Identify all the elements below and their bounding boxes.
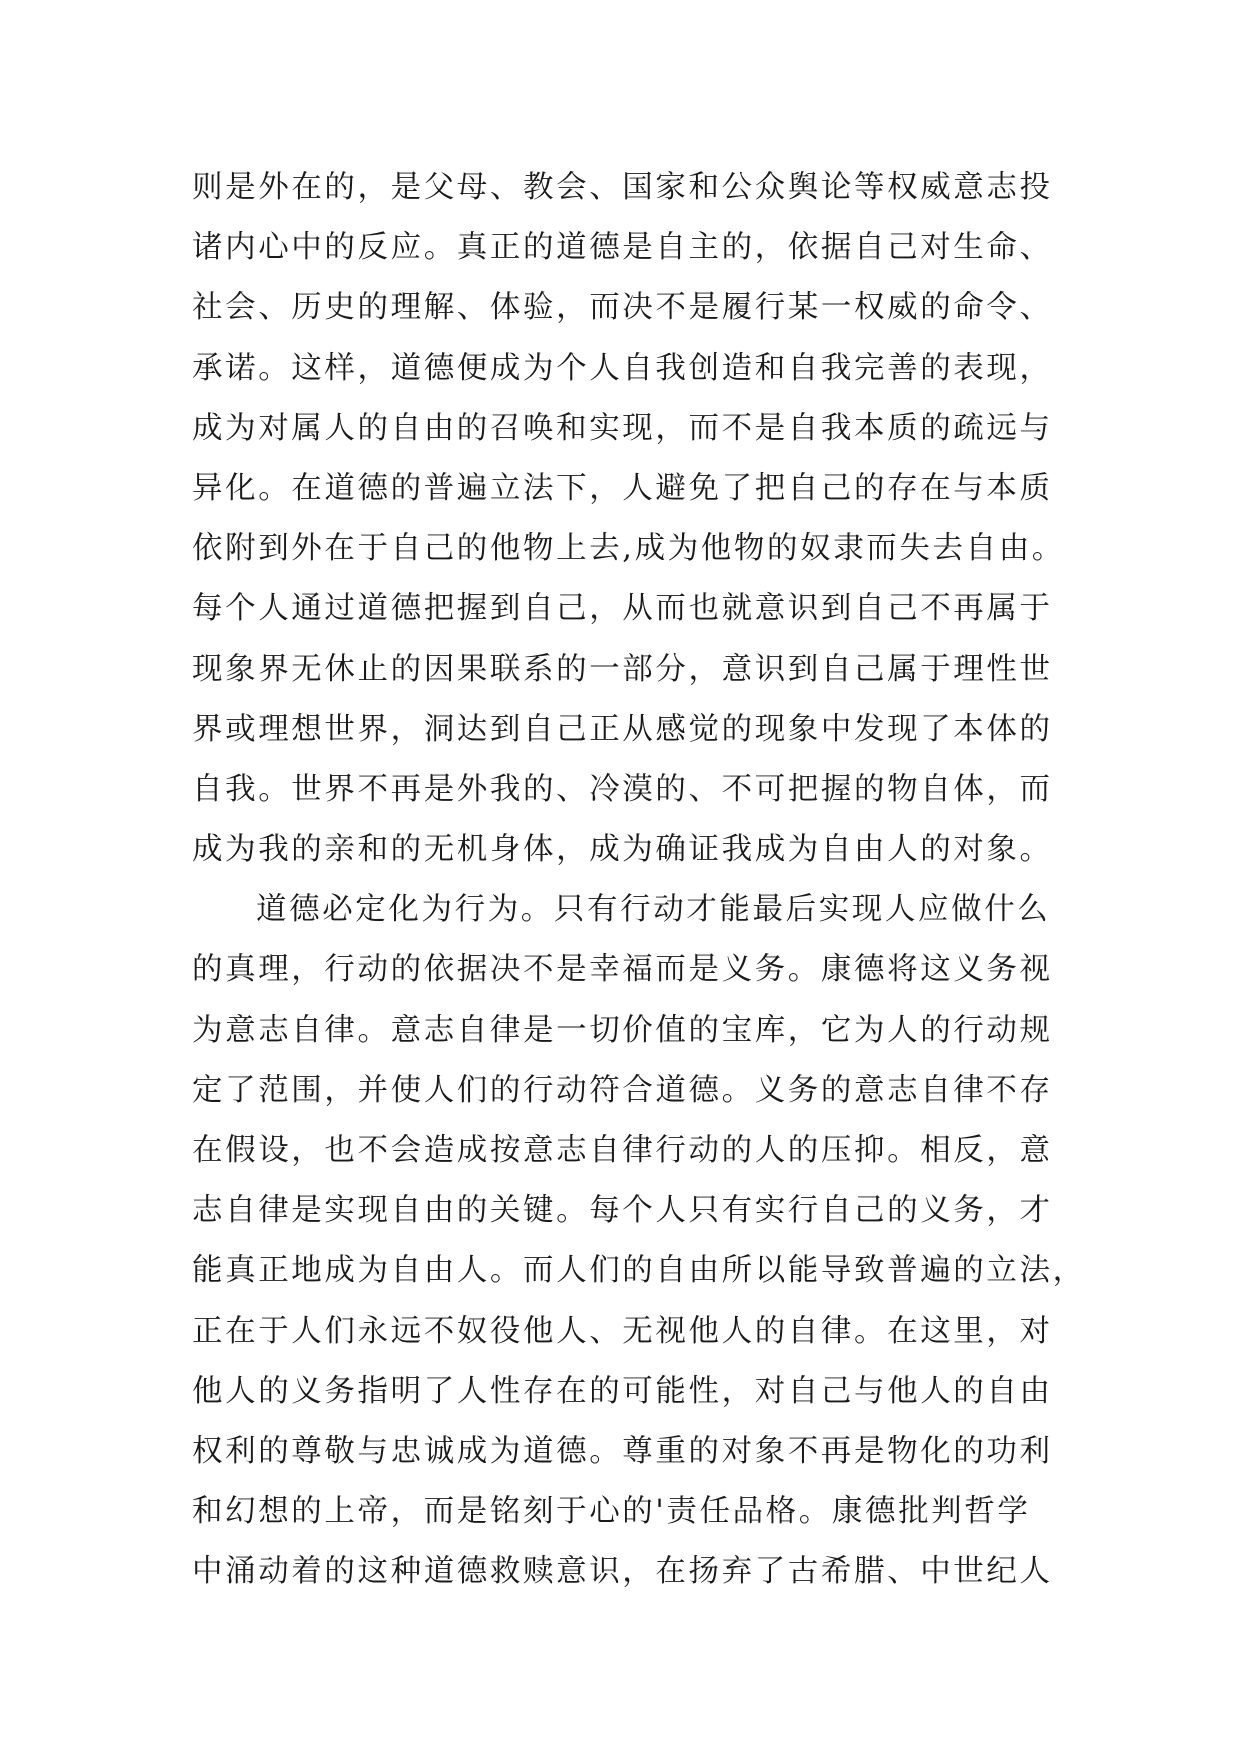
paragraph-start-line: 道德必定化为行为。只有行动才能最后实现人应做什么 — [256, 892, 1051, 928]
text-line: 的真理，行动的依据决不是幸福而是义务。康德将这义务视 — [192, 952, 1053, 988]
text-line: 定了范围，并使人们的行动符合道德。义务的意志自律不存 — [192, 1072, 1053, 1108]
text-line: 他人的义务指明了人性存在的可能性，对自己与他人的自由 — [192, 1373, 1053, 1409]
text-line: 在假设，也不会造成按意志自律行动的人的压抑。相反，意 — [192, 1133, 1053, 1168]
text-line: 和幻想的上帝，而是铭刻于心的'责任品格。康德批判哲学 — [192, 1494, 1031, 1530]
text-line: 社会、历史的理解、体验，而决不是履行某一权威的命令、 — [192, 290, 1053, 326]
text-line: 正在于人们永远不奴役他人、无视他人的自律。在这里，对 — [192, 1313, 1053, 1349]
text-line: 异化。在道德的普遍立法下，人避免了把自己的存在与本质 — [192, 470, 1053, 506]
text-line: 则是外在的，是父母、教会、国家和公众舆论等权威意志投 — [192, 170, 1053, 205]
text-line: 界或理想世界，洞达到自己正从感觉的现象中发现了本体的 — [192, 711, 1053, 747]
text-line: 自我。世界不再是外我的、冷漠的、不可把握的物自体，而 — [192, 771, 1053, 807]
text-line: 能真正地成为自由人。而人们的自由所以能导致普遍的立法， — [192, 1253, 1086, 1289]
body-text — [192, 158, 1086, 1603]
text-line: 成为我的亲和的无机身体，成为确证我成为自由人的对象。 — [192, 832, 1053, 868]
text-line: 中涌动着的这种道德救赎意识，在扬弃了古希腊、中世纪人 — [192, 1554, 1053, 1590]
text-line: 依附到外在于自己的他物上去,成为他物的奴隶而失去自由。 — [192, 531, 1065, 567]
text-line: 权利的尊敬与忠诚成为道德。尊重的对象不再是物化的功利 — [192, 1433, 1053, 1469]
text-line: 为意志自律。意志自律是一切价值的宝库，它为人的行动规 — [192, 1012, 1053, 1048]
text-line: 现象界无休止的因果联系的一部分，意识到自己属于理性世 — [192, 651, 1053, 687]
text-line: 每个人通过道德把握到自己，从而也就意识到自己不再属于 — [192, 591, 1053, 627]
text-line: 成为对属人的自由的召唤和实现，而不是自我本质的疏远与 — [192, 410, 1053, 446]
text-line: 承诺。这样，道德便成为个人自我创造和自我完善的表现， — [192, 350, 1053, 386]
text-line: 诸内心中的反应。真正的道德是自主的，依据自己对生命、 — [192, 230, 1053, 266]
text-line: 志自律是实现自由的关键。每个人只有实行自己的义务，才 — [192, 1193, 1053, 1229]
